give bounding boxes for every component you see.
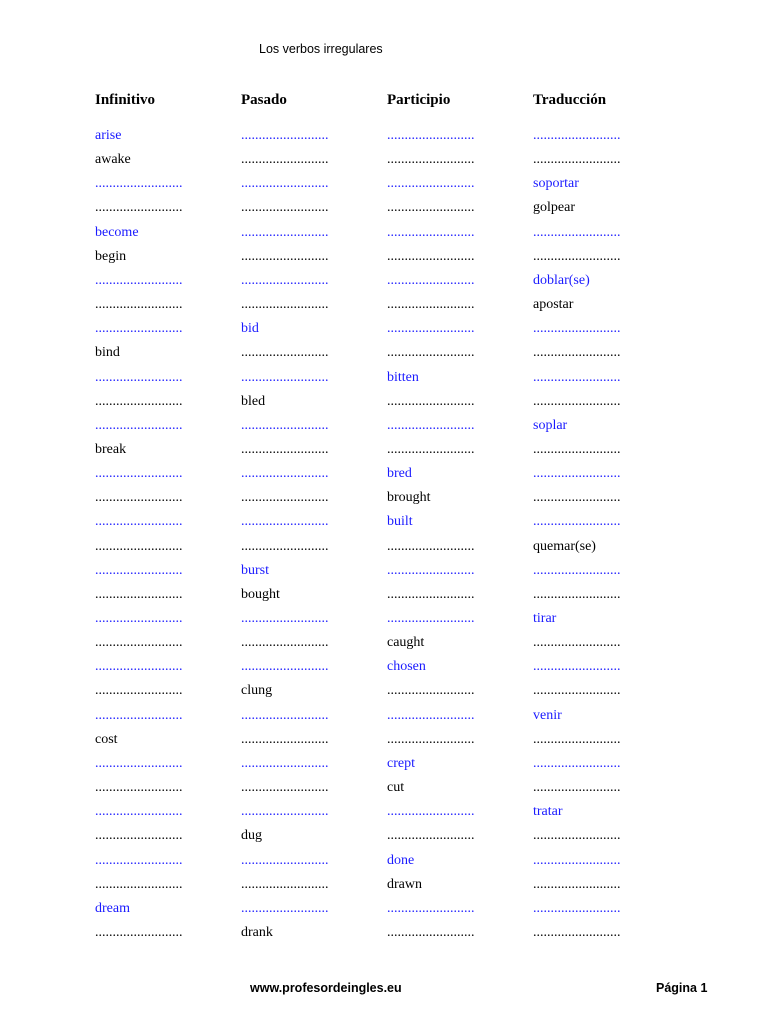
header-infinitivo: Infinitivo xyxy=(95,92,156,108)
cell-pasado: ......................... xyxy=(241,128,329,143)
cell-pasado: dug xyxy=(241,828,262,844)
cell-pasado: ......................... xyxy=(241,417,329,433)
cell-pasado: ......................... xyxy=(241,345,329,361)
table-row xyxy=(0,537,768,561)
table-row xyxy=(0,392,768,416)
cell-participio: drawn xyxy=(387,876,422,892)
cell-traduccion: ......................... xyxy=(533,683,621,699)
cell-pasado: ......................... xyxy=(241,248,329,264)
cell-infinitivo: ......................... xyxy=(95,417,183,433)
cell-participio: ......................... xyxy=(387,441,475,457)
cell-traduccion: ......................... xyxy=(533,731,621,747)
cell-traduccion: ......................... xyxy=(533,152,621,168)
cell-participio: ......................... xyxy=(387,562,475,578)
table-row xyxy=(0,295,768,319)
cell-pasado: ......................... xyxy=(241,490,329,506)
cell-infinitivo: bind xyxy=(95,345,120,361)
table-row xyxy=(0,198,768,222)
cell-pasado: ......................... xyxy=(241,804,329,820)
table-row xyxy=(0,343,768,367)
cell-infinitivo: ......................... xyxy=(95,176,183,192)
cell-participio: ......................... xyxy=(387,828,475,844)
table-row xyxy=(0,319,768,343)
cell-participio: built xyxy=(387,514,413,530)
cell-participio: ......................... xyxy=(387,321,475,337)
table-row xyxy=(0,174,768,198)
cell-pasado: ......................... xyxy=(241,852,329,868)
cell-participio: ......................... xyxy=(387,200,475,216)
cell-participio: ......................... xyxy=(387,924,475,940)
cell-infinitivo: ......................... xyxy=(95,924,183,940)
cell-pasado: ......................... xyxy=(241,876,329,892)
cell-pasado: ......................... xyxy=(241,272,329,288)
cell-pasado: ......................... xyxy=(241,611,329,626)
cell-traduccion: ......................... xyxy=(533,828,621,844)
cell-participio: ......................... xyxy=(387,128,475,143)
cell-traduccion: ......................... xyxy=(533,780,621,796)
cell-infinitivo: ......................... xyxy=(95,707,183,723)
cell-infinitivo: ......................... xyxy=(95,538,183,554)
cell-traduccion: ......................... xyxy=(533,514,621,530)
table-row xyxy=(0,126,768,150)
cell-traduccion: ......................... xyxy=(533,755,621,771)
cell-pasado: ......................... xyxy=(241,441,329,457)
cell-traduccion: doblar(se) xyxy=(533,272,590,288)
cell-pasado: clung xyxy=(241,683,273,699)
cell-traduccion: tirar xyxy=(533,611,557,626)
cell-infinitivo: ......................... xyxy=(95,562,183,578)
cell-participio: ......................... xyxy=(387,900,475,916)
cell-participio: done xyxy=(387,852,415,868)
cell-pasado: ......................... xyxy=(241,224,329,240)
document-title: Los verbos irregulares xyxy=(259,42,383,56)
table-row xyxy=(0,368,768,392)
cell-participio: brought xyxy=(387,490,431,506)
table-row xyxy=(0,416,768,440)
cell-participio: ......................... xyxy=(387,224,475,240)
cell-infinitivo: ......................... xyxy=(95,466,183,482)
cell-traduccion: ......................... xyxy=(533,586,621,602)
table-row xyxy=(0,706,768,730)
cell-traduccion: apostar xyxy=(533,297,574,313)
cell-traduccion: ......................... xyxy=(533,466,621,482)
cell-traduccion: ......................... xyxy=(533,224,621,240)
cell-traduccion: ......................... xyxy=(533,924,621,940)
cell-infinitivo: begin xyxy=(95,248,127,264)
cell-pasado: bid xyxy=(241,321,259,337)
cell-participio: ......................... xyxy=(387,176,475,192)
cell-pasado: ......................... xyxy=(241,200,329,216)
cell-pasado: ......................... xyxy=(241,780,329,796)
cell-traduccion: tratar xyxy=(533,804,563,820)
cell-infinitivo: ......................... xyxy=(95,852,183,868)
cell-infinitivo: awake xyxy=(95,152,131,168)
cell-participio: caught xyxy=(387,635,425,651)
table-row xyxy=(0,150,768,174)
table-row xyxy=(0,826,768,850)
header-traduccion: Traducción xyxy=(533,92,607,108)
header-participio: Participio xyxy=(387,92,451,108)
cell-traduccion: ......................... xyxy=(533,490,621,506)
cell-infinitivo: ......................... xyxy=(95,321,183,337)
cell-infinitivo: break xyxy=(95,441,127,457)
table-row xyxy=(0,657,768,681)
cell-pasado: ......................... xyxy=(241,152,329,168)
cell-traduccion: ......................... xyxy=(533,562,621,578)
cell-infinitivo: cost xyxy=(95,731,118,747)
cell-pasado: ......................... xyxy=(241,176,329,192)
cell-infinitivo: ......................... xyxy=(95,780,183,796)
table-row xyxy=(0,802,768,826)
cell-participio: bitten xyxy=(387,369,419,385)
cell-traduccion: ......................... xyxy=(533,248,621,264)
cell-participio: ......................... xyxy=(387,152,475,168)
cell-traduccion: ......................... xyxy=(533,441,621,457)
cell-pasado: burst xyxy=(241,562,269,578)
cell-infinitivo: ......................... xyxy=(95,659,183,675)
cell-infinitivo: ......................... xyxy=(95,876,183,892)
cell-infinitivo: ......................... xyxy=(95,755,183,771)
cell-participio: ......................... xyxy=(387,538,475,554)
cell-pasado: ......................... xyxy=(241,755,329,771)
cell-participio: chosen xyxy=(387,659,426,675)
table-row xyxy=(0,561,768,585)
cell-traduccion: ......................... xyxy=(533,876,621,892)
cell-participio: ......................... xyxy=(387,345,475,361)
cell-infinitivo: ......................... xyxy=(95,828,183,844)
cell-traduccion: quemar(se) xyxy=(533,538,596,554)
table-row xyxy=(0,851,768,875)
table-row xyxy=(0,609,768,633)
table-row xyxy=(0,271,768,295)
cell-traduccion: ......................... xyxy=(533,369,621,385)
table-row xyxy=(0,899,768,923)
cell-participio: ......................... xyxy=(387,707,475,723)
table-row xyxy=(0,778,768,802)
table-row xyxy=(0,223,768,247)
cell-pasado: ......................... xyxy=(241,900,329,916)
cell-traduccion: ......................... xyxy=(533,321,621,337)
cell-traduccion: soplar xyxy=(533,417,568,433)
cell-traduccion: ......................... xyxy=(533,635,621,651)
cell-participio: ......................... xyxy=(387,731,475,747)
cell-pasado: ......................... xyxy=(241,731,329,747)
table-row xyxy=(0,923,768,947)
cell-pasado: ......................... xyxy=(241,635,329,651)
table-row xyxy=(0,247,768,271)
cell-traduccion: ......................... xyxy=(533,345,621,361)
table-row xyxy=(0,875,768,899)
cell-traduccion: ......................... xyxy=(533,900,621,916)
cell-participio: bred xyxy=(387,466,412,482)
cell-participio: cut xyxy=(387,780,405,796)
cell-infinitivo: ......................... xyxy=(95,369,183,385)
cell-traduccion: venir xyxy=(533,707,562,723)
table-row xyxy=(0,440,768,464)
cell-participio: ......................... xyxy=(387,683,475,699)
cell-pasado: drank xyxy=(241,924,273,940)
table-row xyxy=(0,681,768,705)
table-row xyxy=(0,633,768,657)
table-row xyxy=(0,730,768,754)
cell-infinitivo: dream xyxy=(95,900,130,916)
cell-infinitivo: ......................... xyxy=(95,393,183,409)
cell-participio: ......................... xyxy=(387,586,475,602)
cell-traduccion: ......................... xyxy=(533,852,621,868)
table-row xyxy=(0,585,768,609)
table-row xyxy=(0,512,768,536)
cell-traduccion: ......................... xyxy=(533,393,621,409)
cell-pasado: ......................... xyxy=(241,538,329,554)
cell-pasado: bought xyxy=(241,586,280,602)
cell-participio: ......................... xyxy=(387,297,475,313)
cell-participio: ......................... xyxy=(387,417,475,433)
header-pasado: Pasado xyxy=(241,92,287,108)
cell-participio: ......................... xyxy=(387,611,475,626)
table-row xyxy=(0,464,768,488)
cell-participio: ......................... xyxy=(387,393,475,409)
cell-infinitivo: ......................... xyxy=(95,683,183,699)
cell-participio: ......................... xyxy=(387,272,475,288)
cell-infinitivo: become xyxy=(95,224,139,240)
cell-infinitivo: arise xyxy=(95,128,122,143)
table-row xyxy=(0,488,768,512)
cell-infinitivo: ......................... xyxy=(95,200,183,216)
cell-pasado: ......................... xyxy=(241,466,329,482)
footer-url: www.profesordeingles.eu xyxy=(250,981,402,995)
cell-traduccion: soportar xyxy=(533,176,579,192)
cell-pasado: ......................... xyxy=(241,297,329,313)
cell-pasado: ......................... xyxy=(241,659,329,675)
cell-traduccion: ......................... xyxy=(533,659,621,675)
cell-participio: ......................... xyxy=(387,804,475,820)
cell-participio: ......................... xyxy=(387,248,475,264)
cell-participio: crept xyxy=(387,755,415,771)
column-headers xyxy=(0,92,768,114)
cell-infinitivo: ......................... xyxy=(95,514,183,530)
cell-infinitivo: ......................... xyxy=(95,297,183,313)
page-number: Página 1 xyxy=(656,981,708,995)
table-row xyxy=(0,754,768,778)
cell-pasado: ......................... xyxy=(241,369,329,385)
cell-pasado: ......................... xyxy=(241,514,329,530)
cell-pasado: bled xyxy=(241,393,266,409)
cell-infinitivo: ......................... xyxy=(95,490,183,506)
cell-infinitivo: ......................... xyxy=(95,586,183,602)
cell-traduccion: ......................... xyxy=(533,128,621,143)
cell-infinitivo: ......................... xyxy=(95,635,183,651)
cell-infinitivo: ......................... xyxy=(95,611,183,626)
cell-infinitivo: ......................... xyxy=(95,804,183,820)
cell-infinitivo: ......................... xyxy=(95,272,183,288)
cell-pasado: ......................... xyxy=(241,707,329,723)
cell-traduccion: golpear xyxy=(533,200,575,216)
